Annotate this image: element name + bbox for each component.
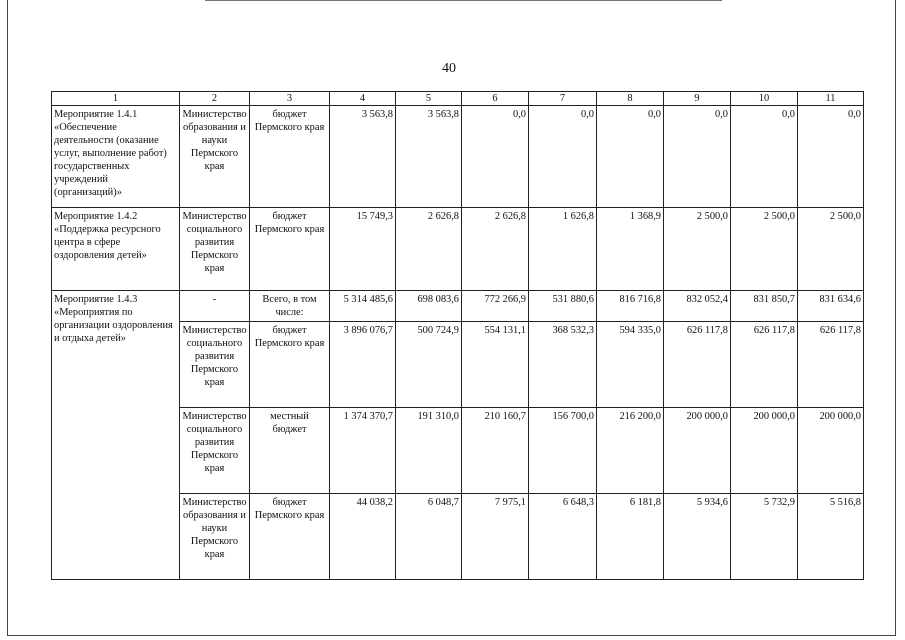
value-cell: 200 000,0 [798,408,864,494]
measure-cell: Мероприятие 1.4.1 «Обеспечение деятельности (оказание услуг, выполнение работ) государственных учреждений (организаций)» [52,106,180,208]
value-cell: 6 181,8 [597,494,664,580]
budget-table [51,91,864,580]
source-cell: бюджет Пермского края [250,106,330,208]
header-cell: 11 [798,92,864,106]
value-cell: 3 896 076,7 [330,322,396,408]
value-cell: 2 500,0 [731,208,798,291]
value-cell: 1 626,8 [529,208,597,291]
value-cell: 15 749,3 [330,208,396,291]
value-cell: 0,0 [462,106,529,208]
value-cell: 0,0 [798,106,864,208]
value-cell: 0,0 [529,106,597,208]
value-cell: 698 083,6 [396,291,462,322]
value-cell: 44 038,2 [330,494,396,580]
value-cell: 210 160,7 [462,408,529,494]
executor-cell: Министерство социального развития Пермского края [180,208,250,291]
value-cell: 500 724,9 [396,322,462,408]
value-cell: 0,0 [597,106,664,208]
value-cell: 6 648,3 [529,494,597,580]
header-cell: 5 [396,92,462,106]
value-cell: 368 532,3 [529,322,597,408]
value-cell: 2 500,0 [664,208,731,291]
executor-cell: Министерство социального развития Пермского края [180,322,250,408]
value-cell: 554 131,1 [462,322,529,408]
value-cell: 531 880,6 [529,291,597,322]
value-cell: 2 626,8 [396,208,462,291]
value-cell: 5 732,9 [731,494,798,580]
value-cell: 831 634,6 [798,291,864,322]
source-cell: местный бюджет [250,408,330,494]
header-cell: 9 [664,92,731,106]
value-cell: 626 117,8 [664,322,731,408]
header-cell: 6 [462,92,529,106]
table-row [52,291,864,322]
value-cell: 5 314 485,6 [330,291,396,322]
value-cell: 0,0 [731,106,798,208]
source-cell: Всего, в том числе: [250,291,330,322]
measure-cell: Мероприятие 1.4.3 «Мероприятия по организации оздоровления и отдыха детей» [52,291,180,580]
header-cell: 4 [330,92,396,106]
executor-cell: Министерство образования и науки Пермского края [180,106,250,208]
value-cell: 3 563,8 [396,106,462,208]
executor-cell: Министерство образования и науки Пермского края [180,494,250,580]
value-cell: 832 052,4 [664,291,731,322]
header-row [52,92,864,106]
executor-cell: Министерство социального развития Пермского края [180,408,250,494]
value-cell: 6 048,7 [396,494,462,580]
value-cell: 1 374 370,7 [330,408,396,494]
value-cell: 772 266,9 [462,291,529,322]
value-cell: 200 000,0 [731,408,798,494]
header-cell: 8 [597,92,664,106]
value-cell: 216 200,0 [597,408,664,494]
header-cell: 3 [250,92,330,106]
table-row [52,106,864,208]
value-cell: 831 850,7 [731,291,798,322]
header-cell: 2 [180,92,250,106]
value-cell: 3 563,8 [330,106,396,208]
value-cell: 5 934,6 [664,494,731,580]
value-cell: 7 975,1 [462,494,529,580]
top-rule [205,0,722,1]
header-cell: 7 [529,92,597,106]
value-cell: 626 117,8 [731,322,798,408]
measure-cell: Мероприятие 1.4.2 «Поддержка ресурсного центра в сфере оздоровления детей» [52,208,180,291]
value-cell: 200 000,0 [664,408,731,494]
value-cell: 0,0 [664,106,731,208]
value-cell: 2 500,0 [798,208,864,291]
executor-cell: - [180,291,250,322]
value-cell: 5 516,8 [798,494,864,580]
source-cell: бюджет Пермского края [250,494,330,580]
value-cell: 156 700,0 [529,408,597,494]
value-cell: 626 117,8 [798,322,864,408]
header-cell: 10 [731,92,798,106]
value-cell: 2 626,8 [462,208,529,291]
value-cell: 1 368,9 [597,208,664,291]
source-cell: бюджет Пермского края [250,208,330,291]
value-cell: 816 716,8 [597,291,664,322]
value-cell: 191 310,0 [396,408,462,494]
table-row [52,208,864,291]
value-cell: 594 335,0 [597,322,664,408]
page-number: 40 [442,61,456,76]
header-cell: 1 [52,92,180,106]
source-cell: бюджет Пермского края [250,322,330,408]
